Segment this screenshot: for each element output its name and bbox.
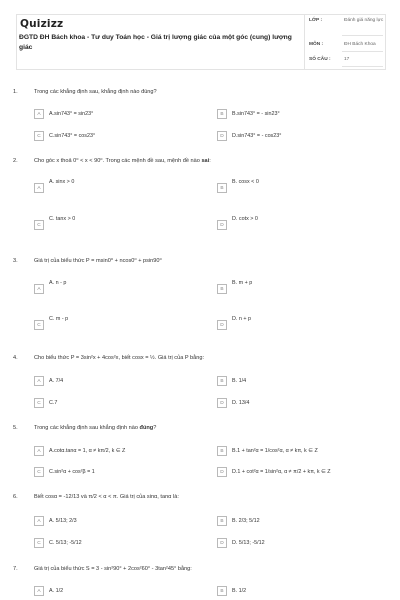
option-text: B. 1/4 (232, 377, 247, 384)
answer-option[interactable] (34, 586, 194, 598)
answer-option[interactable] (34, 398, 194, 410)
option-letter-box: A (34, 109, 44, 119)
question-number: 5. (13, 425, 18, 431)
question-text: Biết cosα = -12/13 và π/2 < α < π. Giá trị của sinα, tanα là: (34, 494, 179, 500)
question-text: Cho biểu thức P = 3sin²x + 4cos²x, biết cosx = ½. Giá trị của P bằng: (34, 355, 205, 361)
option-letter-box: B (217, 446, 227, 456)
question-text: Giá trị của biểu thức S = 3 - sin²90° + 2cos²60° - 3tan²45° bằng: (34, 566, 192, 572)
lop-value: Đánh giá năng lực (344, 18, 384, 23)
header-divider (304, 15, 305, 70)
option-letter-box: C (34, 538, 44, 548)
answer-option[interactable] (34, 109, 194, 121)
option-letter-box: A (34, 183, 44, 193)
answer-option[interactable] (34, 376, 194, 388)
option-text: C.sin²α + cos²β = 1 (49, 468, 95, 475)
answer-option[interactable] (217, 376, 377, 388)
option-text: C. 5/13; -5/12 (49, 539, 82, 546)
option-letter-box: D (217, 538, 227, 548)
option-letter-box: A (34, 446, 44, 456)
option-letter-box: C (34, 398, 44, 408)
mon-underline (342, 51, 383, 52)
option-text: C.7 (49, 399, 58, 406)
option-letter-box: A (34, 284, 44, 294)
option-text: D.sin743° = - cos23° (232, 132, 282, 139)
question-text: Cho góc x thoả 0⁰ < x < 90⁰. Trong các mệnh đề sau, mệnh đề nào sai: (34, 158, 211, 164)
question-number: 1. (13, 89, 18, 95)
answer-option[interactable] (217, 216, 377, 232)
option-text: B.sin743° = - sin23° (232, 110, 280, 117)
question-number: 6. (13, 494, 18, 500)
answer-option[interactable] (217, 586, 377, 598)
answer-option[interactable] (34, 538, 194, 550)
answer-option[interactable] (34, 280, 194, 296)
question-number: 7. (13, 566, 18, 572)
option-text: A. 5/13; 2/3 (49, 517, 77, 524)
socau-value: 17 (344, 57, 350, 62)
option-letter-box: D (217, 220, 227, 230)
option-letter-box: B (217, 586, 227, 596)
answer-option[interactable] (34, 516, 194, 528)
answer-option[interactable] (217, 316, 377, 332)
option-text: B.1 + tan²α = 1/cos²α, α ≠ kπ, k ∈ Z (232, 447, 318, 454)
answer-option[interactable] (217, 446, 377, 458)
worksheet-header (16, 14, 386, 70)
option-text: B. cosx < 0 (232, 179, 259, 185)
answer-option[interactable] (217, 109, 377, 121)
option-letter-box: D (217, 467, 227, 477)
answer-option[interactable] (34, 179, 194, 195)
option-letter-box: B (217, 109, 227, 119)
option-text: A. sinx > 0 (49, 179, 75, 185)
question-text: Giá trị của biểu thức P = msin0⁰ + ncos0⁰ + psin90⁰ (34, 258, 162, 264)
answer-option[interactable] (217, 538, 377, 550)
option-text: D. cotx > 0 (232, 216, 258, 222)
option-text: A.cotα.tanα = 1, α ≠ kπ/2, k ∈ Z (49, 447, 126, 454)
answer-option[interactable] (217, 131, 377, 143)
option-text: A. n - p (49, 280, 67, 286)
answer-option[interactable] (217, 179, 377, 195)
answer-option[interactable] (34, 216, 194, 232)
question-number: 4. (13, 355, 18, 361)
option-text: B. m + p (232, 280, 253, 286)
option-letter-box: C (34, 320, 44, 330)
answer-option[interactable] (217, 398, 377, 410)
option-text: D.1 + cot²α = 1/sin²α, α ≠ π/2 + kπ, k ∈ Z (232, 468, 331, 475)
option-letter-box: D (217, 398, 227, 408)
option-letter-box: A (34, 376, 44, 386)
answer-option[interactable] (34, 316, 194, 332)
answer-option[interactable] (34, 131, 194, 143)
option-text: C. tanx > 0 (49, 216, 76, 222)
option-letter-box: C (34, 220, 44, 230)
question-text: Trong các khẳng định sau khẳng định nào đúng? (34, 425, 157, 431)
worksheet-title: ĐGTD ĐH Bách khoa - Tư duy Toán học - Giá trị lượng giác của một góc (cung) lượng giác (19, 34, 292, 52)
socau-label: SỐ CÂU : (309, 57, 331, 62)
answer-option[interactable] (217, 516, 377, 528)
option-text: D. 5/13; -5/12 (232, 539, 265, 546)
option-letter-box: B (217, 284, 227, 294)
option-letter-box: B (217, 516, 227, 526)
option-text: B. 2/3; 5/12 (232, 517, 260, 524)
option-letter-box: B (217, 376, 227, 386)
option-letter-box: C (34, 467, 44, 477)
option-text: B. 1/2 (232, 587, 247, 594)
mon-value: ĐH Bách Khoa (344, 42, 376, 47)
option-text: A. 1/2 (49, 587, 64, 594)
option-text: D. n + p (232, 316, 252, 322)
answer-option[interactable] (34, 467, 194, 479)
option-text: D. 13/4 (232, 399, 250, 406)
mon-label: MÔN : (309, 42, 324, 47)
option-letter-box: D (217, 131, 227, 141)
answer-option[interactable] (34, 446, 194, 458)
option-letter-box: B (217, 183, 227, 193)
quizizz-logo: Quizizz (20, 18, 64, 30)
socau-underline (342, 66, 383, 67)
option-text: C. m - p (49, 316, 69, 322)
lop-underline (342, 35, 383, 36)
option-letter-box: A (34, 586, 44, 596)
question-number: 2. (13, 158, 18, 164)
option-text: A. 7/4 (49, 377, 64, 384)
lop-label: LỚP : (309, 18, 323, 23)
answer-option[interactable] (217, 280, 377, 296)
question-number: 3. (13, 258, 18, 264)
option-letter-box: D (217, 320, 227, 330)
option-text: A.sin743° = sin23° (49, 110, 94, 117)
answer-option[interactable] (217, 467, 377, 479)
option-letter-box: A (34, 516, 44, 526)
option-text: C.sin743° = cos23° (49, 132, 96, 139)
question-text: Trong các khẳng định sau, khẳng định nào đúng? (34, 89, 157, 95)
option-letter-box: C (34, 131, 44, 141)
